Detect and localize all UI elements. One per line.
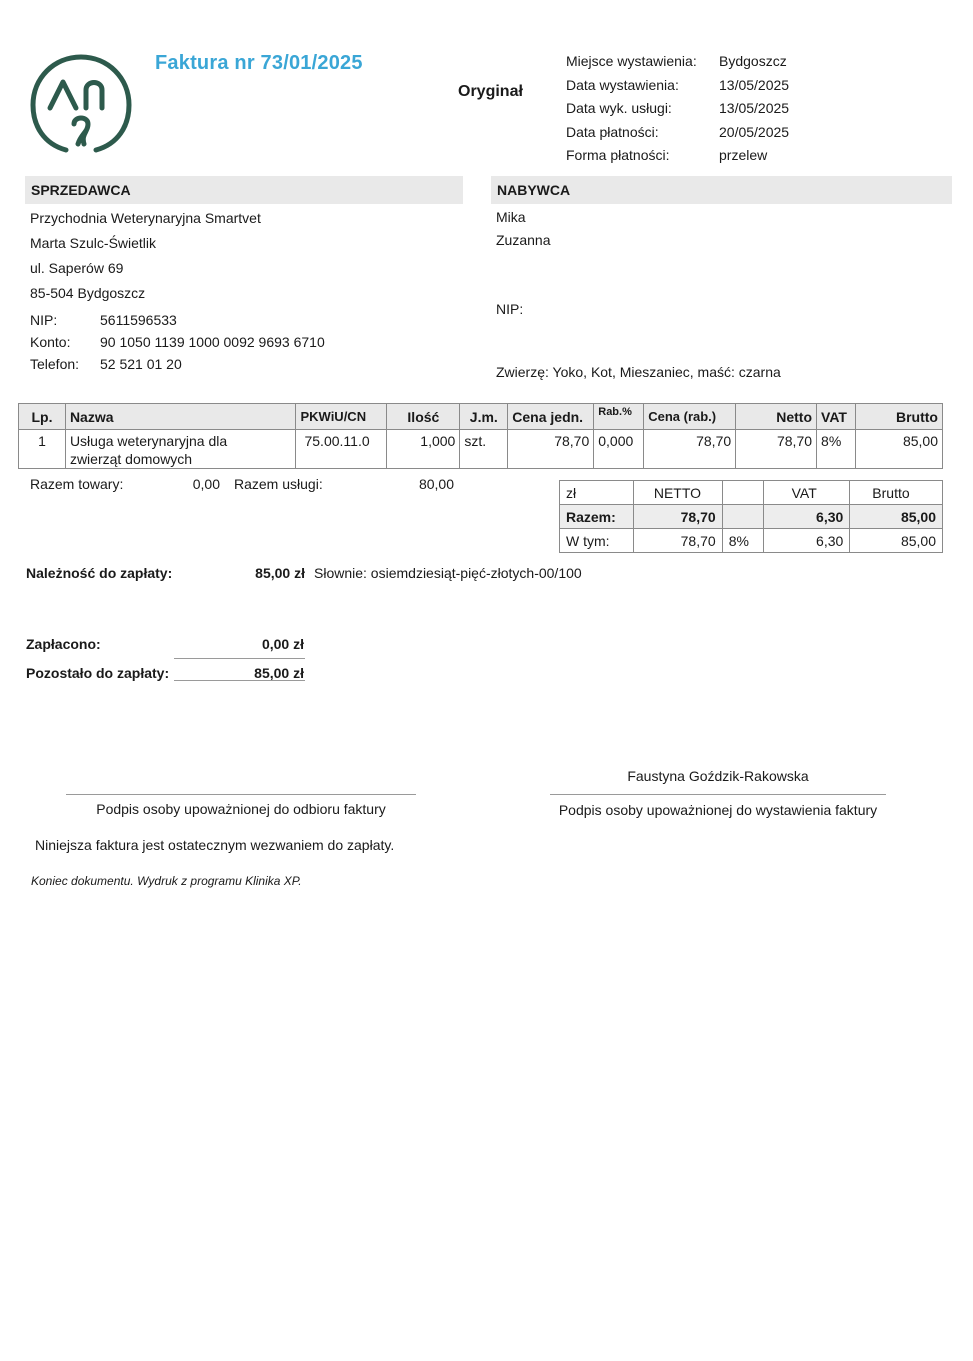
clinic-logo-icon [30, 54, 132, 156]
remaining-value: 85,00 zł [254, 665, 304, 681]
summary-blank [722, 481, 763, 505]
meta-row-service-date [566, 97, 789, 121]
items-header-row [19, 404, 943, 430]
seller-konto-row [30, 331, 325, 353]
col-price: Cena jedn. [508, 404, 594, 430]
original-label: Oryginał [458, 83, 523, 100]
seller-konto-label: Konto: [30, 334, 71, 350]
goods-value: 0,00 [192, 476, 220, 492]
buyer-heading: NABYWCA [491, 176, 952, 204]
summary-wtym-row [560, 529, 943, 553]
vat-summary-table [559, 480, 943, 553]
cell-price-rab: 78,70 [644, 430, 736, 469]
seller-nip: 5611596533 [100, 312, 177, 328]
remaining-row [26, 659, 305, 687]
seller-city: 85-504 Bydgoszcz [30, 285, 146, 301]
col-rab: Rab.% [594, 404, 644, 430]
paid-row [26, 630, 305, 658]
seller-name: Przychodnia Weterynaryjna Smartvet [30, 210, 261, 226]
cell-brutto: 85,00 [856, 430, 943, 469]
seller-phone: 52 521 01 20 [100, 356, 182, 372]
cell-pkwiu: 75.00.11.0 [296, 430, 387, 469]
summary-wtym-netto: 78,70 [633, 529, 722, 553]
issuer-signature-label: Podpis osoby upoważnionej do wystawienia faktury [558, 802, 878, 818]
cell-rab: 0,000 [594, 430, 644, 469]
buyer-nip-label: NIP: [496, 301, 524, 317]
col-brutto: Brutto [856, 404, 943, 430]
meta-row-place [566, 50, 789, 74]
services-label: Razem usługi: [234, 476, 323, 492]
meta-row-payment-form [566, 144, 789, 168]
totals-row [30, 476, 454, 492]
summary-razem-netto: 78,70 [633, 505, 722, 529]
meta-value: 13/05/2025 [719, 76, 790, 93]
cell-name-line1: Usługa weterynaryjna dla [69, 433, 228, 449]
cell-netto: 78,70 [736, 430, 817, 469]
cell-qty: 1,000 [387, 430, 460, 469]
summary-razem-vat: 6,30 [763, 505, 850, 529]
seller-phone-row [30, 353, 325, 375]
summary-razem-brutto: 85,00 [850, 505, 943, 529]
payment-status [26, 630, 305, 687]
summary-razem-row [560, 505, 943, 529]
col-pkwiu: PKWiU/CN [296, 404, 387, 430]
cell-price: 78,70 [508, 430, 594, 469]
paid-label: Zapłacono: [26, 636, 101, 652]
summary-razem-label: Razem: [560, 505, 634, 529]
final-notice: Niniejsza faktura jest ostatecznym wezwaniem do zapłaty. [35, 837, 395, 853]
meta-label: Forma płatności: [566, 147, 670, 163]
meta-row-payment-date [566, 121, 789, 145]
col-vat: VAT [817, 404, 856, 430]
end-of-document: Koniec dokumentu. Wydruk z programu Klinika XP. [31, 874, 302, 888]
col-unit: J.m. [460, 404, 508, 430]
meta-value: przelew [719, 147, 768, 163]
summary-brutto-h: Brutto [850, 481, 943, 505]
cell-name-line2: zwierząt domowych [69, 451, 193, 467]
buyer-line2: Zuzanna [496, 231, 551, 248]
cell-unit: szt. [460, 430, 508, 469]
summary-currency: zł [560, 481, 634, 505]
seller-details [30, 206, 325, 375]
summary-wtym-brutto: 85,00 [850, 529, 943, 553]
paid-value: 0,00 zł [261, 636, 304, 652]
goods-label: Razem towary: [30, 476, 124, 492]
due-label: Należność do zapłaty: [26, 565, 173, 581]
summary-wtym-vat: 6,30 [763, 529, 850, 553]
seller-konto: 90 1050 1139 1000 0092 9693 6710 [100, 334, 325, 350]
meta-value: Bydgoszcz [719, 53, 787, 69]
col-netto: Netto [736, 404, 817, 430]
buyer-line1: Mika [496, 209, 526, 225]
seller-nip-label: NIP: [30, 312, 58, 328]
seller-phone-label: Telefon: [30, 356, 80, 372]
meta-value: 13/05/2025 [719, 100, 790, 116]
summary-razem-blank [722, 505, 763, 529]
receiver-signature-label: Podpis osoby upoważnionej do odbioru faktury [96, 801, 386, 817]
receiver-signature-line [66, 794, 416, 795]
cell-lp: 1 [19, 430, 66, 469]
due-words: Słownie: osiemdziesiąt-pięć-złotych-00/100 [314, 565, 582, 581]
issuer-signature-line [550, 794, 886, 795]
buyer-details [496, 206, 550, 251]
seller-street: ul. Saperów 69 [30, 260, 124, 276]
meta-label: Data wyk. usługi: [566, 100, 672, 116]
seller-nip-row [30, 309, 325, 331]
due-amount: 85,00 zł [255, 565, 305, 581]
issuer-name: Faustyna Goździk-Rakowska [627, 768, 809, 784]
summary-netto-h: NETTO [633, 481, 722, 505]
services-value: 80,00 [418, 476, 454, 492]
amount-due [26, 565, 582, 581]
items-table [18, 403, 943, 469]
invoice-title: Faktura nr 73/01/2025 [155, 52, 363, 74]
invoice-meta [566, 50, 789, 168]
remaining-label: Pozostało do zapłaty: [26, 665, 170, 681]
col-price-rab: Cena (rab.) [644, 404, 736, 430]
cell-name [65, 430, 296, 469]
meta-row-issue-date [566, 74, 789, 98]
seller-heading: SPRZEDAWCA [25, 176, 463, 204]
meta-value: 20/05/2025 [719, 123, 790, 140]
meta-label: Data wystawienia: [566, 76, 679, 93]
cell-vat: 8% [817, 430, 856, 469]
meta-label: Miejsce wystawienia: [566, 53, 697, 69]
buyer-animal: Zwierzę: Yoko, Kot, Mieszaniec, maść: czarna [496, 364, 781, 380]
summary-wtym-label: W tym: [560, 529, 634, 553]
table-row [19, 430, 943, 469]
summary-wtym-rate: 8% [722, 529, 763, 553]
meta-label: Data płatności: [566, 123, 659, 140]
col-qty: Ilość [387, 404, 460, 430]
remaining-underline [174, 680, 305, 681]
seller-person: Marta Szulc-Świetlik [30, 235, 157, 251]
col-lp: Lp. [19, 404, 66, 430]
col-name: Nazwa [65, 404, 296, 430]
summary-vat-h: VAT [763, 481, 850, 505]
summary-header-row [560, 481, 943, 505]
